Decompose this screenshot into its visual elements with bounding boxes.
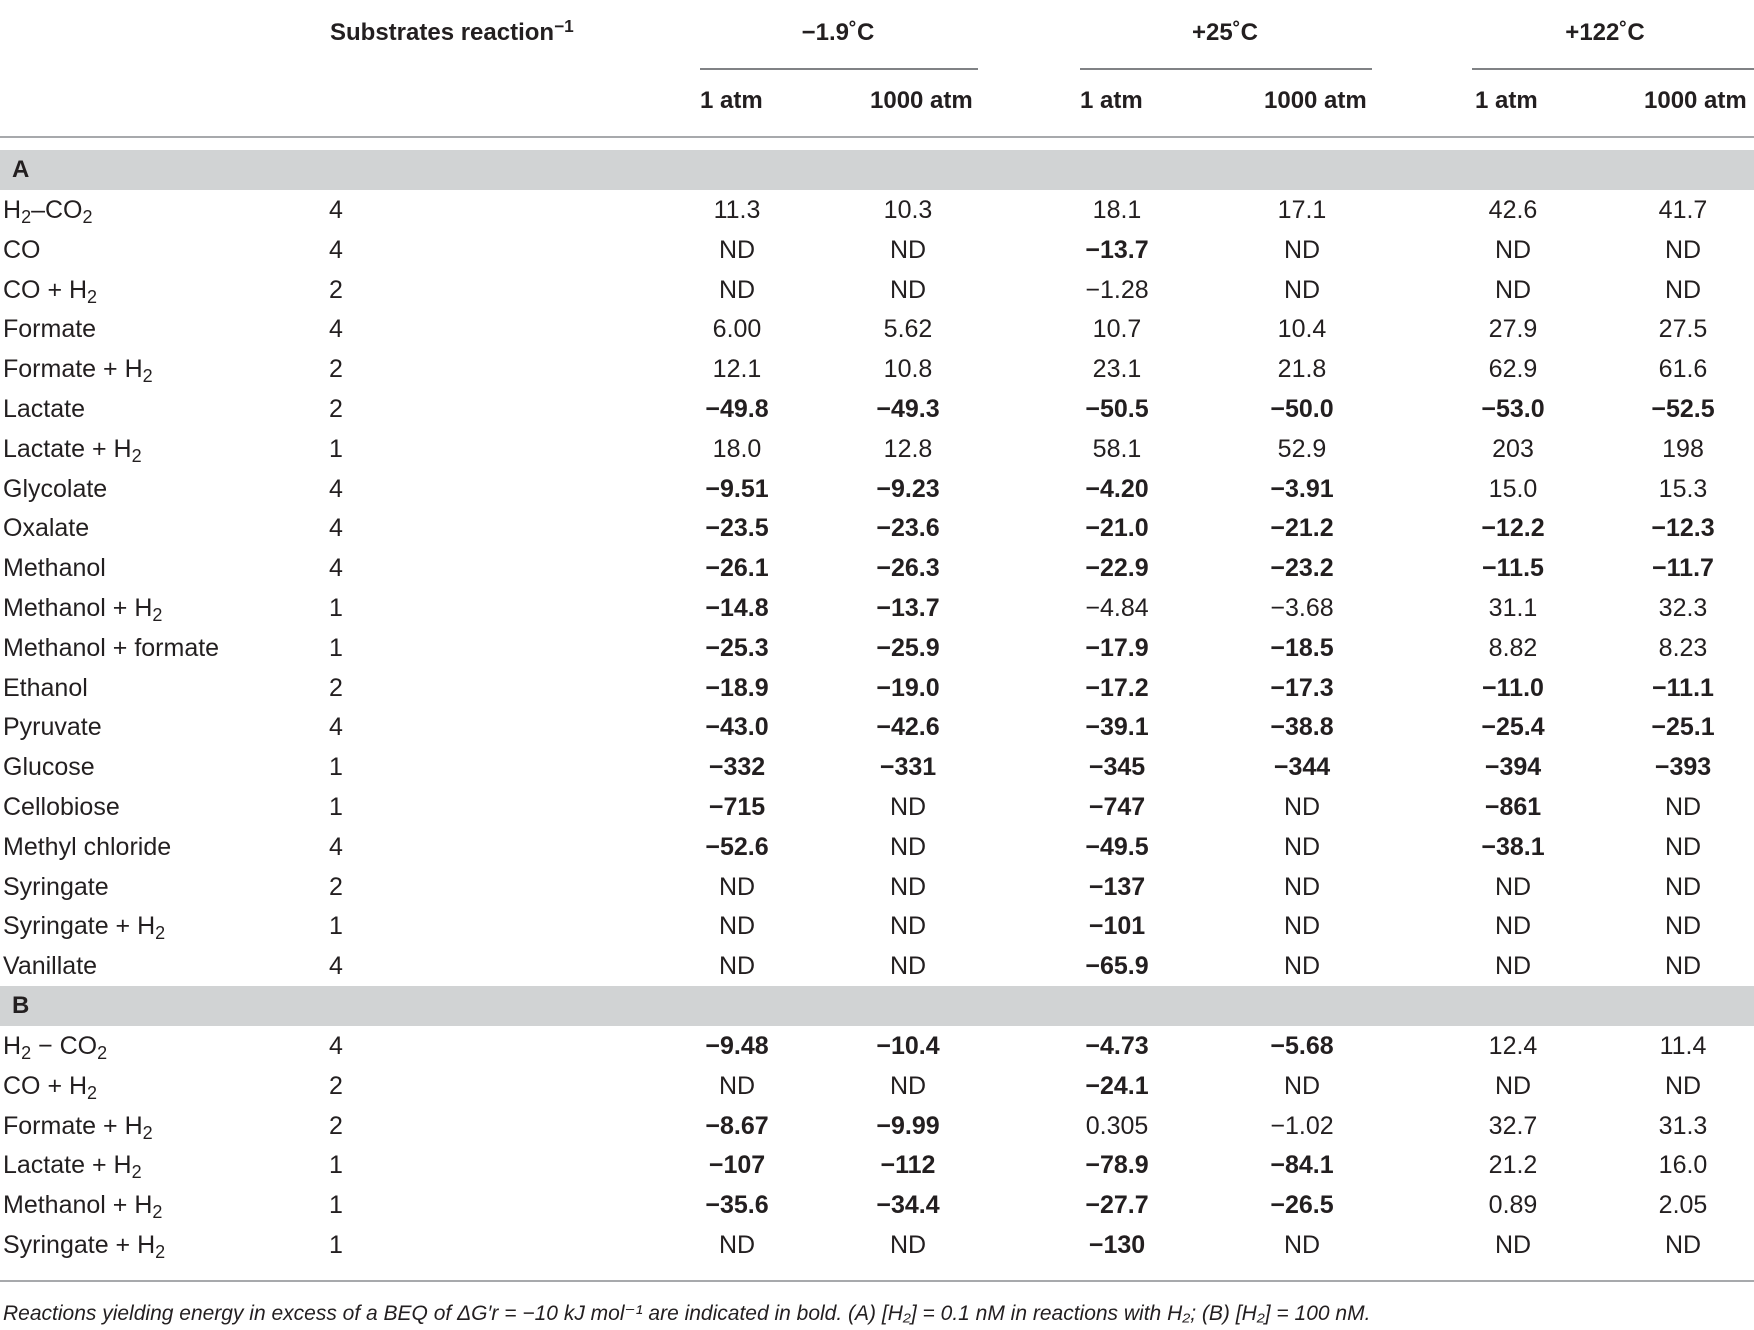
value-cell: ND bbox=[889, 912, 927, 941]
value-cell: −17.2 bbox=[1085, 673, 1149, 702]
value-cell: −50.0 bbox=[1270, 395, 1334, 423]
value-cell: −14.8 bbox=[705, 594, 769, 622]
value-cell: ND bbox=[889, 235, 927, 264]
value-cell: −52.5 bbox=[1651, 395, 1715, 423]
table-row bbox=[0, 1185, 1754, 1225]
value-cell: −50.5 bbox=[1085, 395, 1149, 423]
value-cell: 12.1 bbox=[712, 355, 762, 384]
substrate-name: Methyl chloride bbox=[3, 832, 172, 861]
value-cell: ND bbox=[1494, 912, 1532, 941]
substrates-header-label: Substrates reaction bbox=[330, 19, 555, 46]
value-cell: ND bbox=[889, 1071, 927, 1100]
value-cell: 198 bbox=[1662, 434, 1704, 463]
value-cell: 27.9 bbox=[1488, 315, 1538, 344]
value-cell: −5.68 bbox=[1270, 1032, 1334, 1060]
value-cell: ND bbox=[718, 1231, 756, 1259]
substrate-name: Lactate bbox=[3, 395, 86, 423]
value-cell: ND bbox=[1664, 275, 1702, 304]
substrate-name: Formate + $H_2$ bbox=[3, 355, 153, 387]
value-cell: ND bbox=[1664, 793, 1702, 821]
table-row bbox=[0, 747, 1754, 787]
substrates-per-reaction: 1 bbox=[329, 912, 343, 941]
value-cell: 41.7 bbox=[1658, 196, 1708, 224]
temp-header-3: +122˚C bbox=[1565, 19, 1645, 46]
substrates-per-reaction: 2 bbox=[329, 872, 343, 901]
temp-group-rule-2 bbox=[1080, 68, 1372, 70]
value-cell: ND bbox=[1283, 1071, 1321, 1100]
value-cell: −49.3 bbox=[876, 395, 940, 423]
table-row bbox=[0, 1066, 1754, 1106]
value-cell: −49.8 bbox=[705, 395, 769, 423]
value-cell: −43.0 bbox=[705, 713, 769, 742]
value-cell: −101 bbox=[1088, 912, 1146, 941]
value-cell: −331 bbox=[879, 753, 937, 782]
value-cell: ND bbox=[1494, 235, 1532, 264]
value-cell: ND bbox=[889, 275, 927, 304]
substrates-per-reaction: 4 bbox=[329, 235, 343, 264]
value-cell: −49.5 bbox=[1085, 832, 1149, 861]
substrate-name: Methanol bbox=[3, 554, 106, 583]
value-cell: −332 bbox=[708, 753, 766, 782]
value-cell: −715 bbox=[708, 793, 766, 821]
substrate-name: Syringate + $H_2$ bbox=[3, 1231, 166, 1263]
value-cell: ND bbox=[1283, 1231, 1321, 1259]
value-cell: −344 bbox=[1273, 753, 1331, 782]
value-cell: −17.9 bbox=[1085, 633, 1149, 662]
value-cell: −12.2 bbox=[1481, 514, 1545, 543]
substrate-name: CO bbox=[3, 235, 41, 264]
value-cell: ND bbox=[1664, 872, 1702, 901]
value-cell: −38.1 bbox=[1481, 832, 1545, 861]
substrates-per-reaction: 2 bbox=[329, 673, 343, 702]
value-cell: 15.0 bbox=[1488, 474, 1538, 503]
value-cell: −24.1 bbox=[1085, 1071, 1149, 1100]
substrates-per-reaction: 1 bbox=[329, 1151, 343, 1180]
value-cell: −11.5 bbox=[1482, 554, 1544, 583]
value-cell: −52.6 bbox=[705, 832, 769, 861]
table-row bbox=[0, 867, 1754, 907]
substrates-per-reaction: 2 bbox=[329, 1071, 343, 1100]
value-cell: −9.51 bbox=[705, 474, 769, 503]
value-cell: 10.8 bbox=[883, 355, 933, 384]
value-cell: ND bbox=[889, 1231, 927, 1259]
table-row bbox=[0, 349, 1754, 389]
value-cell: −107 bbox=[708, 1151, 766, 1180]
value-cell: −25.1 bbox=[1651, 713, 1715, 742]
value-cell: 10.4 bbox=[1277, 315, 1327, 344]
table-row bbox=[0, 1026, 1754, 1066]
value-cell: −4.20 bbox=[1085, 474, 1149, 503]
value-cell: 8.82 bbox=[1488, 633, 1538, 662]
table-row bbox=[0, 588, 1754, 628]
value-cell: −130 bbox=[1088, 1231, 1146, 1259]
value-cell: ND bbox=[1664, 1231, 1702, 1259]
value-cell: 23.1 bbox=[1092, 355, 1142, 384]
value-cell: 11.4 bbox=[1659, 1032, 1707, 1060]
value-cell: ND bbox=[1494, 872, 1532, 901]
value-cell: 16.0 bbox=[1658, 1151, 1708, 1180]
table-row bbox=[0, 1145, 1754, 1185]
pressure-header-1: 1 atm bbox=[700, 87, 763, 114]
value-cell: ND bbox=[1283, 275, 1321, 304]
value-cell: −17.3 bbox=[1270, 673, 1334, 702]
value-cell: 8.23 bbox=[1658, 633, 1708, 662]
substrates-per-reaction: 2 bbox=[329, 355, 343, 384]
value-cell: 52.9 bbox=[1277, 434, 1327, 463]
value-cell: −4.73 bbox=[1085, 1032, 1149, 1060]
value-cell: ND bbox=[1494, 952, 1532, 981]
value-cell: −1.28 bbox=[1085, 275, 1149, 304]
value-cell: ND bbox=[718, 872, 756, 901]
table-row bbox=[0, 1225, 1754, 1265]
value-cell: −747 bbox=[1088, 793, 1146, 821]
value-cell: 10.3 bbox=[883, 196, 933, 224]
value-cell: −25.4 bbox=[1481, 713, 1545, 742]
substrates-per-reaction: 1 bbox=[329, 434, 343, 463]
value-cell: 12.8 bbox=[883, 434, 933, 463]
value-cell: −26.5 bbox=[1270, 1191, 1334, 1220]
value-cell: 11.3 bbox=[713, 196, 761, 224]
value-cell: ND bbox=[889, 872, 927, 901]
temp-header-2: +25˚C bbox=[1191, 19, 1259, 46]
substrates-per-reaction: 4 bbox=[329, 315, 343, 344]
value-cell: −11.7 bbox=[1652, 554, 1714, 583]
table-row bbox=[0, 946, 1754, 986]
value-cell: −23.5 bbox=[705, 514, 769, 543]
value-cell: 0.305 bbox=[1085, 1111, 1149, 1140]
value-cell: 32.3 bbox=[1658, 594, 1708, 622]
value-cell: −10.4 bbox=[876, 1032, 940, 1060]
substrate-name: Methanol + $H_2$ bbox=[3, 594, 163, 626]
value-cell: 6.00 bbox=[712, 315, 762, 344]
value-cell: −25.9 bbox=[876, 633, 940, 662]
value-cell: ND bbox=[1664, 235, 1702, 264]
value-cell: ND bbox=[1283, 793, 1321, 821]
substrates-per-reaction: 4 bbox=[329, 514, 343, 543]
value-cell: ND bbox=[1494, 275, 1532, 304]
substrates-per-reaction: 1 bbox=[329, 753, 343, 782]
pressure-header-5: 1 atm bbox=[1475, 87, 1538, 114]
value-cell: ND bbox=[718, 952, 756, 981]
value-cell: −22.9 bbox=[1085, 554, 1149, 583]
value-cell: 18.0 bbox=[712, 434, 762, 463]
value-cell: ND bbox=[1664, 832, 1702, 861]
value-cell: 58.1 bbox=[1092, 434, 1142, 463]
substrate-name: Syringate + $H_2$ bbox=[3, 912, 166, 944]
table-row bbox=[0, 469, 1754, 509]
table-row bbox=[0, 190, 1754, 230]
header-bottom-rule bbox=[0, 136, 1754, 138]
value-cell: 31.1 bbox=[1488, 594, 1538, 622]
substrate-name: $H_2 - CO_2$ bbox=[3, 1032, 108, 1064]
substrates-per-reaction: 1 bbox=[329, 594, 343, 622]
table-row bbox=[0, 668, 1754, 708]
value-cell: −1.02 bbox=[1270, 1111, 1334, 1140]
substrate-name: $H_2-CO_2$ bbox=[3, 196, 93, 228]
value-cell: −26.1 bbox=[705, 554, 769, 583]
value-cell: 62.9 bbox=[1488, 355, 1538, 384]
substrate-name: Glycolate bbox=[3, 474, 108, 503]
table-row bbox=[0, 787, 1754, 827]
substrates-per-reaction: 1 bbox=[329, 1231, 343, 1259]
value-cell: ND bbox=[1664, 952, 1702, 981]
substrate-name: Methanol + $H_2$ bbox=[3, 1191, 163, 1223]
value-cell: −9.23 bbox=[876, 474, 940, 503]
table-row bbox=[0, 508, 1754, 548]
value-cell: −35.6 bbox=[705, 1191, 769, 1220]
temp-header-1: −1.9˚C bbox=[801, 19, 875, 46]
value-cell: −861 bbox=[1484, 793, 1542, 821]
table-row bbox=[0, 230, 1754, 270]
value-cell: −18.5 bbox=[1270, 633, 1334, 662]
pressure-header-2: 1000 atm bbox=[870, 87, 973, 114]
pressure-header-4: 1000 atm bbox=[1264, 87, 1367, 114]
table-row bbox=[0, 270, 1754, 310]
substrates-per-reaction: 4 bbox=[329, 554, 343, 583]
substrates-header-sup: −1 bbox=[554, 16, 574, 37]
substrates-per-reaction: 2 bbox=[329, 395, 343, 423]
value-cell: ND bbox=[718, 1071, 756, 1100]
value-cell: 0.89 bbox=[1488, 1191, 1538, 1220]
section-label: A bbox=[12, 156, 30, 183]
substrates-per-reaction: 4 bbox=[329, 1032, 343, 1060]
temp-group-rule-3 bbox=[1472, 68, 1754, 70]
value-cell: ND bbox=[718, 912, 756, 941]
substrates-per-reaction: 2 bbox=[329, 275, 343, 304]
value-cell: ND bbox=[1283, 872, 1321, 901]
footnote: Reactions yielding energy in excess of a BEQ of ΔG′r = −10 kJ mol⁻¹ are indicated in bold. (A) [H₂] = 0.1 nM in reactions with H₂; (B) [H₂] = 100 nM. bbox=[3, 1302, 1371, 1325]
value-cell: ND bbox=[1283, 912, 1321, 941]
substrates-per-reaction: 1 bbox=[329, 633, 343, 662]
section-header-b bbox=[0, 986, 1754, 1026]
value-cell: ND bbox=[1283, 235, 1321, 264]
value-cell: −11.1 bbox=[1652, 673, 1714, 702]
value-cell: −12.3 bbox=[1651, 514, 1715, 543]
value-cell: −3.91 bbox=[1270, 474, 1334, 503]
value-cell: −3.68 bbox=[1270, 594, 1334, 622]
value-cell: −13.7 bbox=[876, 594, 940, 622]
table-row bbox=[0, 389, 1754, 429]
value-cell: −25.3 bbox=[705, 633, 769, 662]
substrate-name: Methanol + formate bbox=[3, 633, 220, 662]
substrates-per-reaction: 4 bbox=[329, 952, 343, 981]
substrate-name: CO + $H_2$ bbox=[3, 275, 98, 307]
table-row bbox=[0, 1106, 1754, 1146]
value-cell: −394 bbox=[1484, 753, 1542, 782]
substrate-name: Syringate bbox=[3, 872, 109, 901]
substrates-per-reaction: 4 bbox=[329, 196, 343, 224]
value-cell: 27.5 bbox=[1658, 315, 1708, 344]
value-cell: −27.7 bbox=[1085, 1191, 1149, 1220]
value-cell: ND bbox=[718, 275, 756, 304]
table-row bbox=[0, 628, 1754, 668]
value-cell: −9.48 bbox=[705, 1032, 769, 1060]
value-cell: ND bbox=[1664, 1071, 1702, 1100]
value-cell: −11.0 bbox=[1482, 673, 1544, 702]
value-cell: −23.6 bbox=[876, 514, 940, 543]
value-cell: ND bbox=[1494, 1231, 1532, 1259]
value-cell: ND bbox=[1494, 1071, 1532, 1100]
table-bottom-rule bbox=[0, 1280, 1754, 1282]
value-cell: −42.6 bbox=[876, 713, 940, 742]
value-cell: ND bbox=[889, 952, 927, 981]
substrate-name: Lactate + $H_2$ bbox=[3, 1151, 142, 1183]
value-cell: ND bbox=[1664, 912, 1702, 941]
table-row bbox=[0, 429, 1754, 469]
value-cell: −84.1 bbox=[1270, 1151, 1334, 1180]
pressure-header-6: 1000 atm bbox=[1644, 87, 1747, 114]
value-cell: 21.2 bbox=[1488, 1151, 1538, 1180]
substrates-per-reaction: 1 bbox=[329, 1191, 343, 1220]
value-cell: −39.1 bbox=[1085, 713, 1149, 742]
substrates-per-reaction: 2 bbox=[329, 1111, 343, 1140]
table-row bbox=[0, 707, 1754, 747]
substrate-name: Formate bbox=[3, 315, 97, 344]
value-cell: 203 bbox=[1492, 434, 1534, 463]
value-cell: ND bbox=[718, 235, 756, 264]
substrate-name: Formate + $H_2$ bbox=[3, 1111, 153, 1143]
value-cell: −13.7 bbox=[1085, 235, 1149, 264]
value-cell: 10.7 bbox=[1092, 315, 1142, 344]
value-cell: −21.2 bbox=[1270, 514, 1334, 543]
value-cell: −78.9 bbox=[1085, 1151, 1149, 1180]
table-row bbox=[0, 309, 1754, 349]
value-cell: −21.0 bbox=[1085, 514, 1149, 543]
substrate-name: Glucose bbox=[3, 753, 95, 782]
table-row bbox=[0, 548, 1754, 588]
value-cell: −19.0 bbox=[876, 673, 940, 702]
substrate-name: Cellobiose bbox=[3, 793, 120, 821]
substrate-name: Vanillate bbox=[3, 952, 98, 981]
section-label: B bbox=[12, 992, 30, 1019]
value-cell: −8.67 bbox=[705, 1111, 769, 1140]
value-cell: 5.62 bbox=[883, 315, 933, 344]
value-cell: −53.0 bbox=[1481, 395, 1545, 423]
substrate-name: Oxalate bbox=[3, 514, 90, 543]
value-cell: 18.1 bbox=[1092, 196, 1142, 224]
temp-group-rule-1 bbox=[700, 68, 978, 70]
value-cell: ND bbox=[1283, 832, 1321, 861]
substrate-name: Pyruvate bbox=[3, 713, 102, 742]
value-cell: ND bbox=[1283, 952, 1321, 981]
value-cell: −137 bbox=[1088, 872, 1146, 901]
section-header-a bbox=[0, 150, 1754, 190]
value-cell: −18.9 bbox=[705, 673, 769, 702]
value-cell: 17.1 bbox=[1277, 196, 1327, 224]
substrates-per-reaction: 1 bbox=[329, 793, 343, 821]
value-cell: 21.8 bbox=[1277, 355, 1327, 384]
value-cell: 31.3 bbox=[1658, 1111, 1708, 1140]
value-cell: 12.4 bbox=[1488, 1032, 1538, 1060]
value-cell: −38.8 bbox=[1270, 713, 1334, 742]
pressure-header-3: 1 atm bbox=[1080, 87, 1143, 114]
value-cell: −65.9 bbox=[1085, 952, 1149, 981]
substrates-per-reaction: 4 bbox=[329, 713, 343, 742]
table-row bbox=[0, 827, 1754, 867]
value-cell: −26.3 bbox=[876, 554, 940, 583]
value-cell: 42.6 bbox=[1488, 196, 1538, 224]
value-cell: −9.99 bbox=[876, 1111, 940, 1140]
substrates-per-reaction: 4 bbox=[329, 474, 343, 503]
value-cell: −34.4 bbox=[876, 1191, 940, 1220]
value-cell: 15.3 bbox=[1658, 474, 1708, 503]
substrates-per-reaction: 4 bbox=[329, 832, 343, 861]
value-cell: −4.84 bbox=[1085, 594, 1149, 622]
value-cell: −393 bbox=[1654, 753, 1712, 782]
value-cell: ND bbox=[889, 832, 927, 861]
substrate-name: Ethanol bbox=[3, 673, 88, 702]
value-cell: 32.7 bbox=[1488, 1111, 1538, 1140]
value-cell: −23.2 bbox=[1270, 554, 1334, 583]
table-row bbox=[0, 906, 1754, 946]
substrates-header bbox=[330, 18, 574, 48]
value-cell: 61.6 bbox=[1658, 355, 1708, 384]
substrate-name: Lactate + $H_2$ bbox=[3, 434, 142, 466]
value-cell: 2.05 bbox=[1658, 1191, 1708, 1220]
value-cell: −345 bbox=[1088, 753, 1146, 782]
substrate-name: CO + $H_2$ bbox=[3, 1071, 98, 1103]
value-cell: −112 bbox=[880, 1151, 936, 1180]
value-cell: ND bbox=[889, 793, 927, 821]
